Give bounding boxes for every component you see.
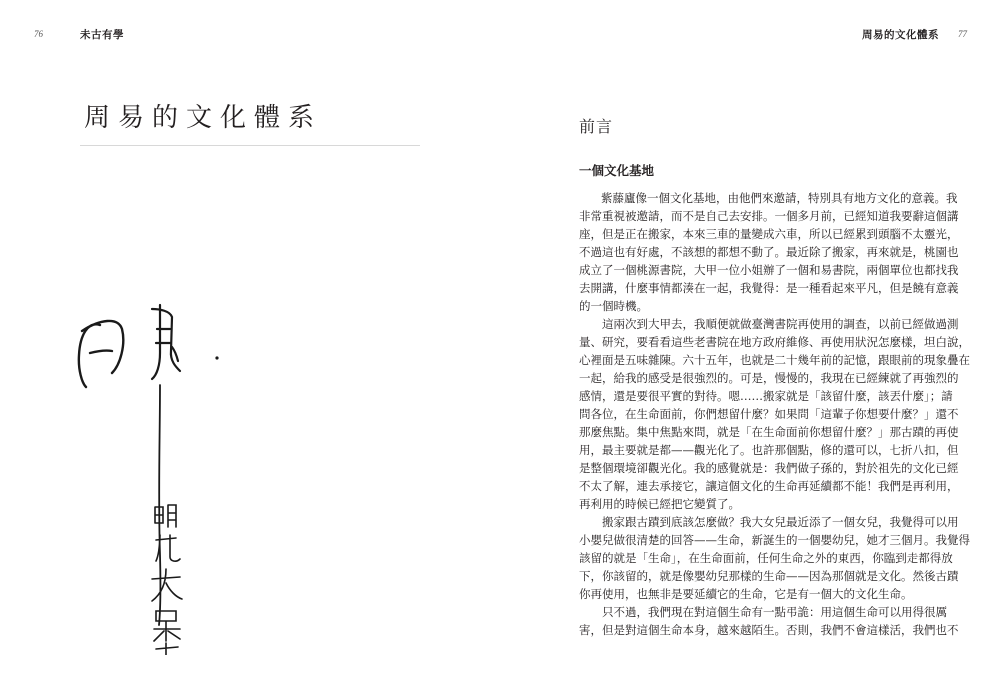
body-line: 心裡面是五味雜陳。六十五年，也就是二十幾年前的記憶，跟眼前的現象疊在: [579, 353, 970, 367]
body-line: 該留的就是「生命」，在生命面前，任何生命之外的東西，你臨到走都得放: [579, 551, 953, 565]
body-line: 一起，給我的感受是很強烈的。可是，慢慢的，我現在已經練就了再強烈的: [579, 371, 959, 385]
title-divider: [80, 145, 420, 146]
body-line: 再利用的時候已經把它變質了。: [579, 497, 740, 511]
body-line: 用，最主要就是都——觀光化了。也許那個點，修的還可以，七折八扣，但: [579, 443, 959, 457]
right-page-number: 77: [958, 29, 967, 39]
body-line: 那麼焦點。集中焦點來問，就是「在生命面前你想留什麼？」那古蹟的再使: [579, 425, 959, 439]
body-line: 你再使用，也無非是要延續它的生命，它是有一個大的文化生命。: [579, 587, 913, 601]
subsection-title: 一個文化基地: [579, 163, 655, 178]
right-running-head: 周易的文化體系: [862, 29, 939, 41]
calligraphy-signature: [152, 505, 182, 655]
body-line: 下，你該留的，就是像嬰幼兒那樣的生命——因為那個就是文化。然後古蹟: [579, 569, 959, 583]
body-line: 搬家跟古蹟到底該怎麼做？我大女兒最近添了一個女兒，我覺得可以用: [579, 515, 959, 529]
left-running-head: 未古有學: [80, 29, 124, 41]
body-line: 問各位，在生命面前，你們想留什麼？如果問「這輩子你想要什麼？」還不: [579, 407, 959, 421]
body-line: 只不過，我們現在對這個生命有一點弔詭：用這個生命可以用得很厲: [579, 605, 947, 619]
calligraphy-main-glyph-left: [79, 321, 123, 387]
body-line: 成立了一個桃源書院，大甲一位小姐辦了一個和易書院，兩個單位也都找我: [579, 263, 959, 277]
body-line: 這兩次到大甲去，我順便就做臺灣書院再使用的調查，以前已經做過測: [579, 317, 959, 331]
section-title: 前言: [579, 117, 614, 136]
chapter-title: 周易的文化體系: [84, 103, 323, 133]
calligraphy-long-stroke: [159, 385, 160, 625]
body-line: 是整個環境卻觀光化。我的感覺就是：我們做子孫的，對於祖先的文化已經: [579, 461, 959, 475]
body-line: 不太了解，連去承接它，讓這個文化的生命再延續都不能！我們是再利用，: [579, 479, 959, 493]
body-line: 量、研究，要看看這些老書院在地方政府維修、再使用狀況怎麼樣，坦白說，: [579, 335, 970, 349]
left-page-number: 76: [34, 29, 43, 39]
body-line: 感情，還是要很平實的對待。嗯……搬家就是「該留什麼，該丟什麼」；請: [579, 389, 953, 403]
calligraphy-main-glyph-right: [152, 305, 180, 379]
calligraphy-illustration: [60, 295, 260, 655]
calligraphy-dot: [215, 356, 218, 359]
body-line: 去開講，什麼事情都湊在一起，我覺得：是一種看起來平凡，但是饒有意義: [579, 281, 959, 295]
body-line: 小嬰兒做很清楚的回答——生命，新誕生的一個嬰幼兒，她才三個月。我覺得: [579, 533, 970, 547]
body-line: 不過這也有好處，不該想的都想不動了。最近除了搬家，再來就是，桃園也: [579, 245, 959, 259]
body-line: 的一個時機。: [579, 299, 648, 313]
body-line: 害，但是對這個生命本身，越來越陌生。否則，我們不會這樣活，我們也不: [579, 623, 959, 637]
body-line: 座，但是正在搬家，本來三車的量變成六車，所以已經累到頭腦不太靈光，: [579, 227, 959, 241]
body-line: 紫藤廬像一個文化基地，由他們來邀請，特別具有地方文化的意義。我: [601, 191, 958, 205]
body-line: 非常重視被邀請，而不是自己去安排。一個多月前，已經知道我要辭這個講: [579, 209, 959, 223]
